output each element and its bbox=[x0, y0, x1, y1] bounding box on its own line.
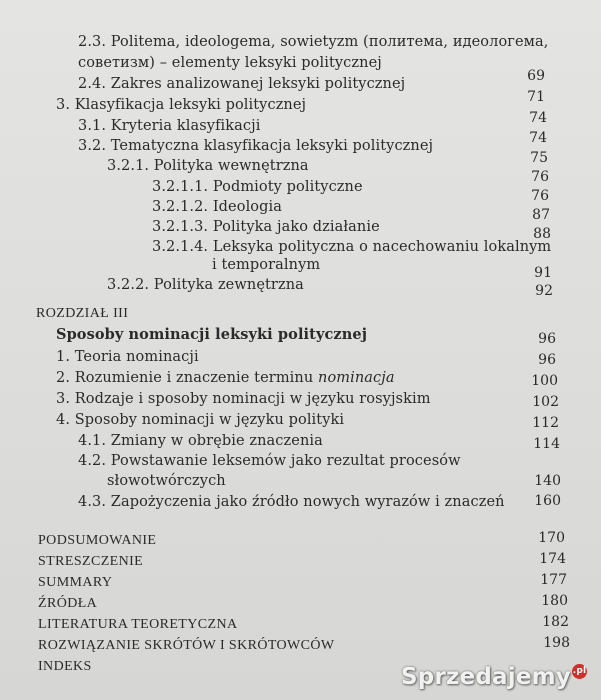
toc-entry: 4. Sposoby nominacji w języku polityki bbox=[56, 412, 345, 428]
toc-entry: 3.2. Tematyczna klasyfikacja leksyki politycznej bbox=[78, 138, 434, 154]
toc-page-number: 74 bbox=[529, 130, 547, 146]
toc-page-number: 140 bbox=[534, 473, 561, 489]
toc-page-number: 177 bbox=[540, 572, 567, 588]
toc-entry: 1. Teoria nominacji bbox=[56, 349, 199, 365]
toc-entry: 3.2.1.2. Ideologia bbox=[152, 199, 282, 215]
toc-page-number: 96 bbox=[538, 352, 556, 368]
toc-page-number: 74 bbox=[529, 110, 547, 126]
chapter-heading: ROZDZIAŁ III bbox=[36, 306, 129, 321]
toc-section: INDEKS bbox=[38, 659, 92, 674]
toc-entry: 3.2.1. Polityka wewnętrzna bbox=[107, 158, 309, 174]
toc-page-number: 76 bbox=[531, 188, 549, 204]
toc-entry: 3. Rodzaje i sposoby nominacji w języku rosyjskim bbox=[56, 391, 431, 407]
toc-section: PODSUMOWANIE bbox=[38, 533, 157, 548]
toc-page-number: 96 bbox=[538, 331, 556, 347]
watermark-text: Sprzedajemy bbox=[401, 664, 571, 690]
toc-entry: 3. Klasyfikacja leksyki politycznej bbox=[56, 97, 307, 113]
toc-entry: 3.1. Kryteria klasyfikacji bbox=[78, 118, 261, 134]
toc-entry: 4.2. Powstawanie leksemów jako rezultat procesów bbox=[78, 453, 461, 469]
toc-page-number: 198 bbox=[543, 635, 570, 651]
toc-entry-italic: nominacja bbox=[318, 370, 395, 386]
toc-entry: i temporalnym bbox=[212, 257, 321, 273]
toc-page-number: 114 bbox=[533, 436, 560, 452]
toc-entry: 4.3. Zapożyczenia jako źródło nowych wyrazów i znaczeń bbox=[78, 494, 505, 510]
toc-page-number: 87 bbox=[532, 207, 550, 223]
toc-page-number: 75 bbox=[530, 150, 548, 166]
toc-section: LITERATURA TEORETYCZNA bbox=[38, 617, 238, 632]
toc-entry: советизм) – elementy leksyki politycznej bbox=[78, 55, 382, 71]
toc-entry: 3.2.2. Polityka zewnętrzna bbox=[107, 277, 304, 293]
toc-entry: 2.4. Zakres analizowanej leksyki politycznej bbox=[78, 76, 406, 92]
toc-section: SUMMARY bbox=[38, 575, 113, 590]
toc-page-number: 102 bbox=[532, 394, 559, 410]
toc-section: ROZWIĄZANIE SKRÓTÓW I SKRÓTOWCÓW bbox=[38, 638, 335, 653]
toc-page-number: 100 bbox=[531, 373, 558, 389]
chapter-title: Sposoby nominacji leksyki politycznej bbox=[56, 326, 368, 343]
toc-page-number: 160 bbox=[534, 493, 561, 509]
toc-page-number: 180 bbox=[541, 593, 568, 609]
toc-section: ŹRÓDŁA bbox=[38, 596, 98, 611]
toc-page-number: 71 bbox=[527, 89, 545, 105]
toc-page-number: 174 bbox=[539, 551, 566, 567]
toc-page-number: 92 bbox=[535, 283, 553, 299]
toc-page-number: 88 bbox=[533, 226, 551, 242]
toc-page-number: 182 bbox=[542, 614, 569, 630]
toc-page-number: 69 bbox=[527, 68, 545, 84]
watermark-logo bbox=[401, 664, 587, 690]
toc-entry: 4.1. Zmiany w obrębie znaczenia bbox=[78, 433, 323, 449]
toc-page-number: 112 bbox=[532, 415, 559, 431]
toc-entry: 2.3. Politema, ideologema, sowietyzm (политема, идеологема, bbox=[78, 34, 549, 50]
toc-entry: słowotwórczych bbox=[107, 473, 226, 489]
toc-entry: 3.2.1.1. Podmioty polityczne bbox=[152, 179, 363, 195]
watermark-suffix: .pl bbox=[572, 664, 587, 679]
toc-page-number: 170 bbox=[538, 530, 565, 546]
toc-entry-text: 2. Rozumienie i znaczenie terminu bbox=[56, 370, 318, 386]
toc-entry bbox=[56, 369, 395, 387]
toc-section: STRESZCZENIE bbox=[38, 554, 144, 569]
toc-page-number: 91 bbox=[534, 265, 552, 281]
toc-page-number: 76 bbox=[531, 169, 549, 185]
toc-entry: 3.2.1.4. Leksyka polityczna o nacechowaniu lokalnym bbox=[152, 239, 552, 255]
toc-entry: 3.2.1.3. Polityka jako działanie bbox=[152, 219, 380, 235]
